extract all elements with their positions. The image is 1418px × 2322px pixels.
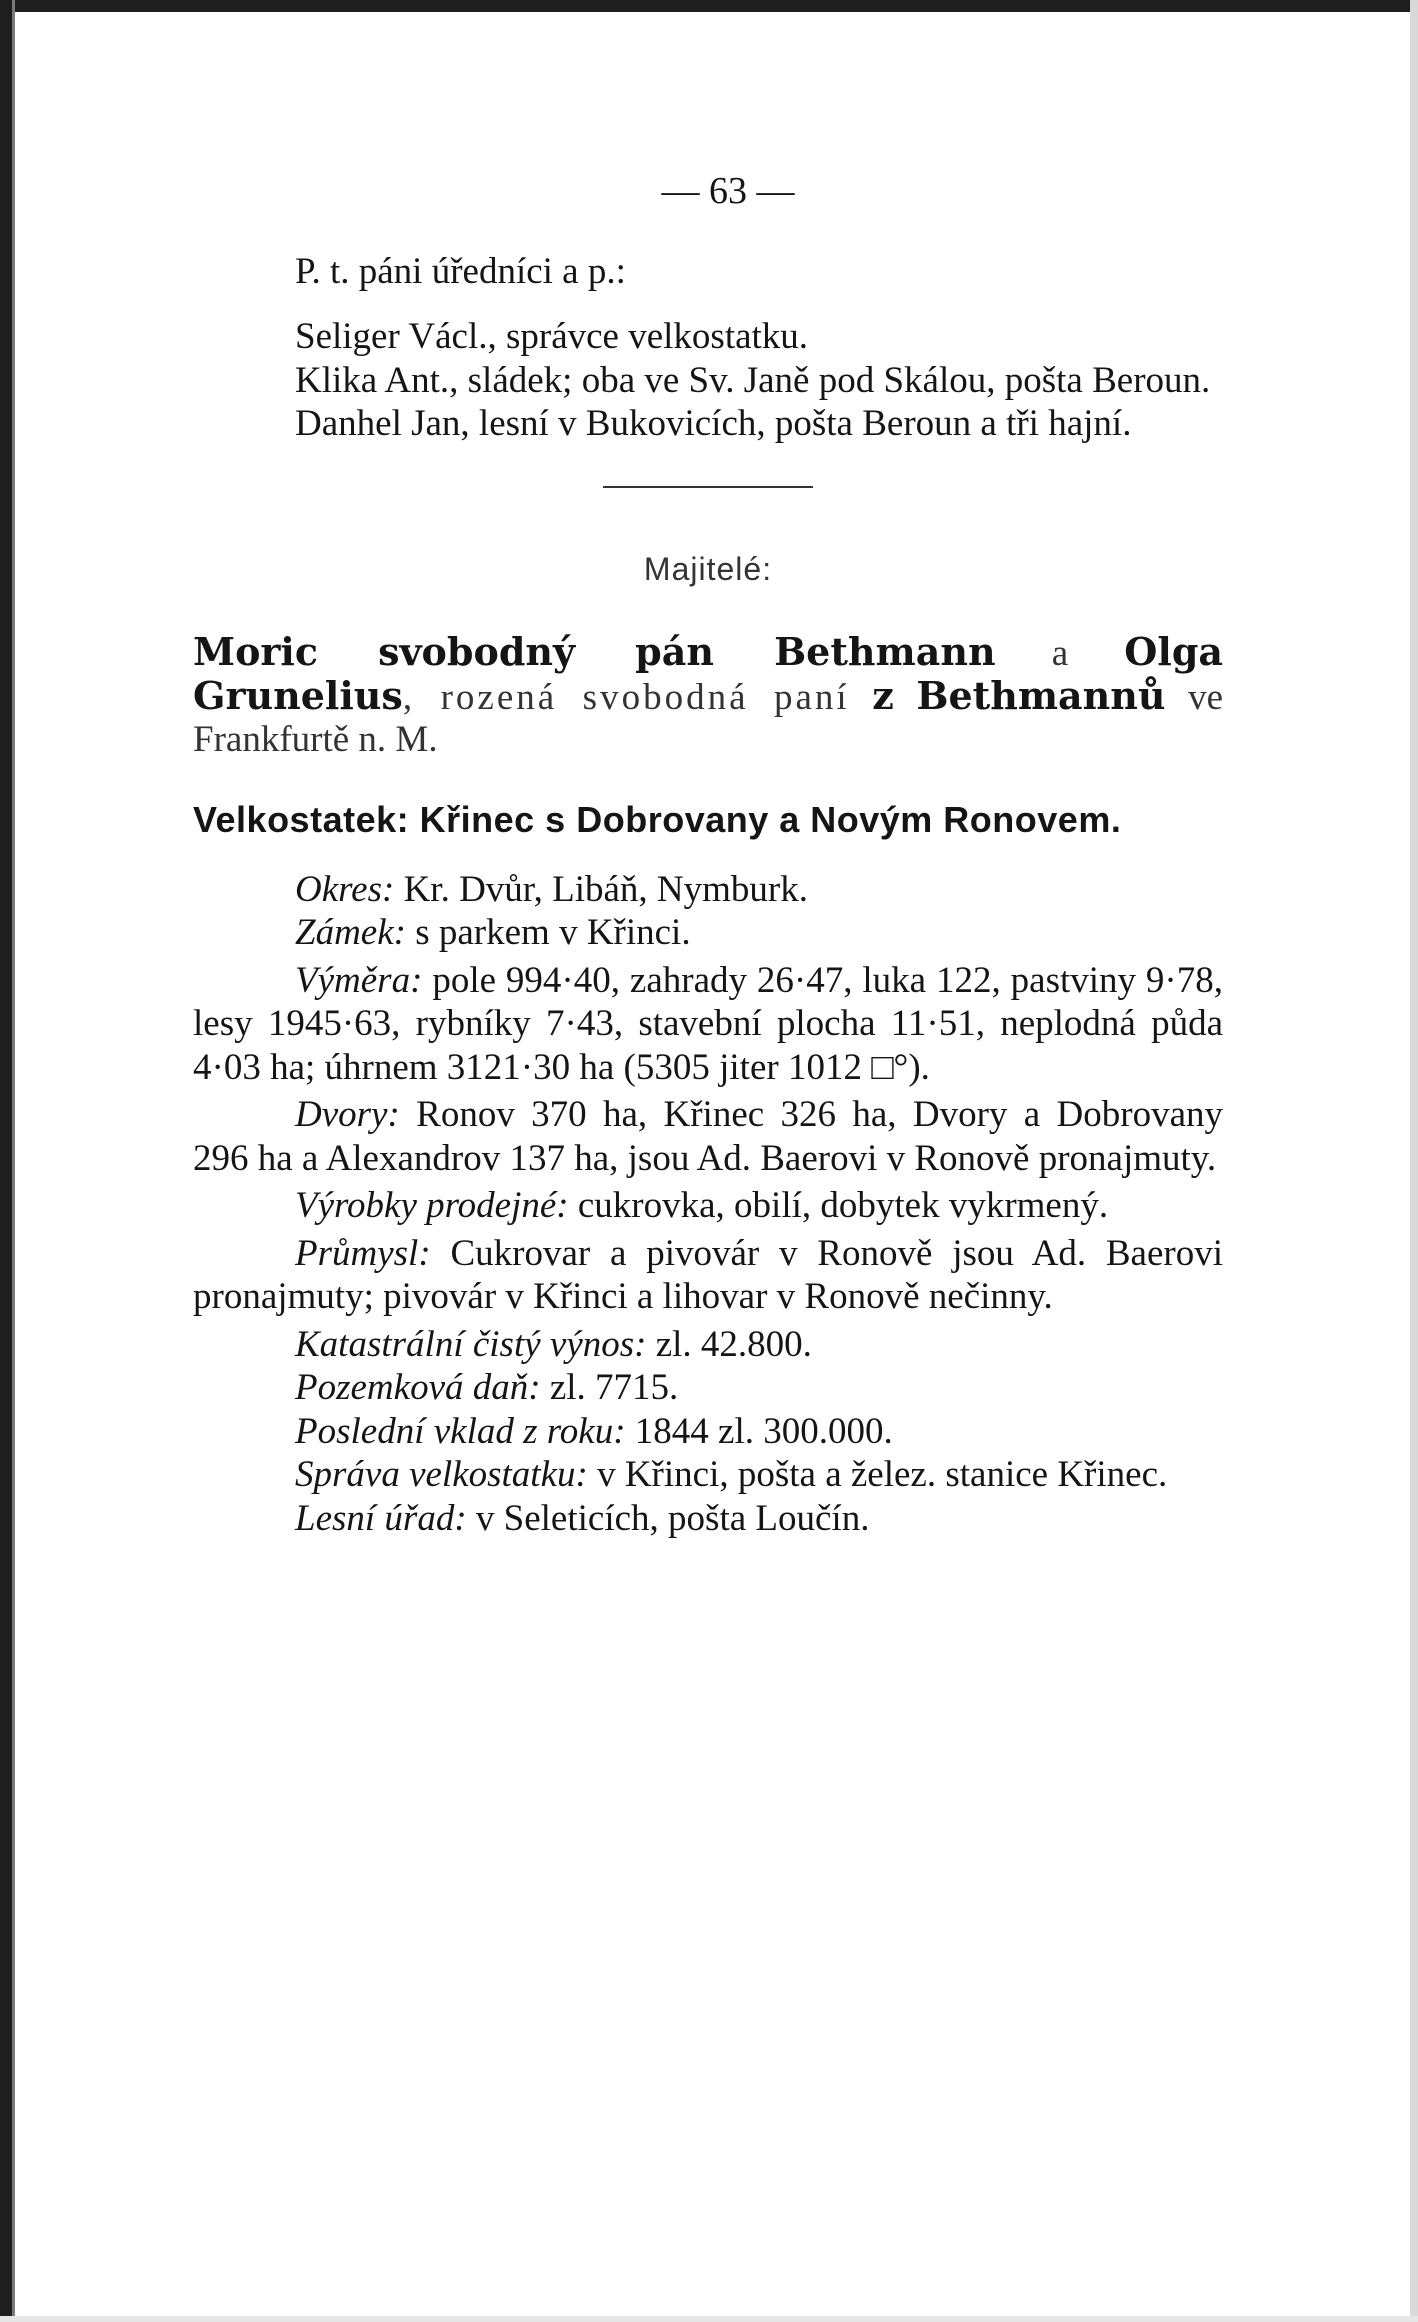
detail-label: Lesní úřad: — [295, 1497, 467, 1539]
scan-border-bottom — [0, 2316, 1418, 2322]
scan-border-top — [0, 0, 1418, 12]
estate-heading — [193, 798, 1223, 842]
document-page — [193, 170, 1223, 1540]
detail-forest-office — [193, 1497, 1223, 1541]
detail-label: Správa velkostatku: — [295, 1454, 588, 1495]
section-divider — [603, 486, 813, 488]
owners-text-2: ve Frankfurtě n. M. — [193, 677, 1223, 760]
detail-text: Ronov 370 ha, Křinec 326 ha, Dvory a Dobrovany 296 ha a Alexandrov 137 ha, jsou Ad. Baerovi v Ronově pronajmuty. — [193, 1094, 1223, 1179]
owners-text-1: , rozená svobodná paní — [402, 677, 850, 718]
detail-products — [193, 1184, 1223, 1228]
owners-label: Majitelé: — [643, 550, 773, 587]
detail-cadastral-yield — [193, 1323, 1223, 1367]
detail-text: Kr. Dvůr, Libáň, Nymburk. — [403, 868, 808, 910]
detail-label: Katastrální čistý výnos: — [295, 1323, 647, 1365]
detail-label: Poslední vklad z roku: — [295, 1410, 626, 1452]
detail-text: v Křinci, pošta a želez. stanice Křinec. — [597, 1454, 1168, 1495]
detail-label: Okres: — [295, 868, 395, 910]
detail-text: 1844 zl. 300.000. — [634, 1410, 893, 1452]
staff-line-3: Danhel Jan, lesní v Bukovicích, pošta Beroun a tři hajní. — [295, 403, 1132, 444]
detail-label: Výměra: — [295, 959, 423, 1001]
detail-label: Zámek: — [295, 912, 406, 953]
scan-border-left — [0, 0, 12, 2322]
detail-text: zl. 42.800. — [655, 1323, 812, 1365]
owner-2: Olga Grunelius — [193, 629, 1224, 718]
estate-label: Velkostatek: — [193, 799, 410, 840]
staff-line-2: Klika Ant., sládek; oba ve Sv. Janě pod Skálou, pošta Beroun. — [295, 359, 1211, 401]
detail-label: Průmysl: — [295, 1232, 431, 1274]
scan-border-right — [1410, 0, 1418, 2322]
owner-1: Moric svobodný pán Bethmann — [193, 629, 996, 674]
estate-details — [193, 868, 1223, 1541]
owners-z: z — [872, 673, 894, 718]
detail-text: pole 994·40, zahrady 26·47, luka 122, pastviny 9·78, lesy 1945·63, rybníky 7·43, stavební plocha 11·51, neplodná půda 4·03 ha; úhrnem 3121·30 ha (5305 jiter 1012 □°). — [193, 959, 1224, 1088]
detail-text: cukrovka, obilí, dobytek vykrmený. — [577, 1185, 1109, 1226]
detail-text: v Seleticích, pošta Loučín. — [475, 1497, 870, 1539]
detail-text: s parkem v Křinci. — [415, 912, 691, 953]
staff-section — [193, 250, 1223, 446]
owners-conjunction: a — [1051, 633, 1069, 674]
detail-label: Výrobky prodejné: — [295, 1185, 569, 1226]
scan-border-left-inner — [12, 0, 15, 2322]
detail-industry — [193, 1232, 1223, 1319]
detail-district — [193, 868, 1223, 912]
detail-administration — [193, 1453, 1223, 1497]
detail-text: Cukrovar a pivovár v Ronově jsou Ad. Baerovi pronajmuty; pivovár v Křinci a lihovar v Ronově nečinny. — [193, 1232, 1223, 1317]
detail-farms — [193, 1093, 1223, 1180]
detail-castle — [193, 911, 1223, 955]
detail-text: zl. 7715. — [549, 1367, 679, 1408]
detail-area — [193, 959, 1223, 1090]
owners-paragraph — [193, 631, 1223, 761]
owners-family: Bethmannů — [916, 673, 1166, 718]
page-number: — 63 — — [661, 170, 795, 212]
detail-label: Dvory: — [295, 1094, 400, 1135]
estate-name: Křinec s Dobrovany a Novým Ronovem. — [419, 799, 1122, 840]
staff-line-1: Seliger Václ., správce velkostatku. — [295, 316, 809, 357]
detail-label: Pozemková daň: — [295, 1367, 541, 1408]
staff-heading: P. t. páni úředníci a p.: — [295, 250, 626, 292]
detail-land-tax — [193, 1366, 1223, 1410]
detail-last-deposit — [193, 1410, 1223, 1454]
